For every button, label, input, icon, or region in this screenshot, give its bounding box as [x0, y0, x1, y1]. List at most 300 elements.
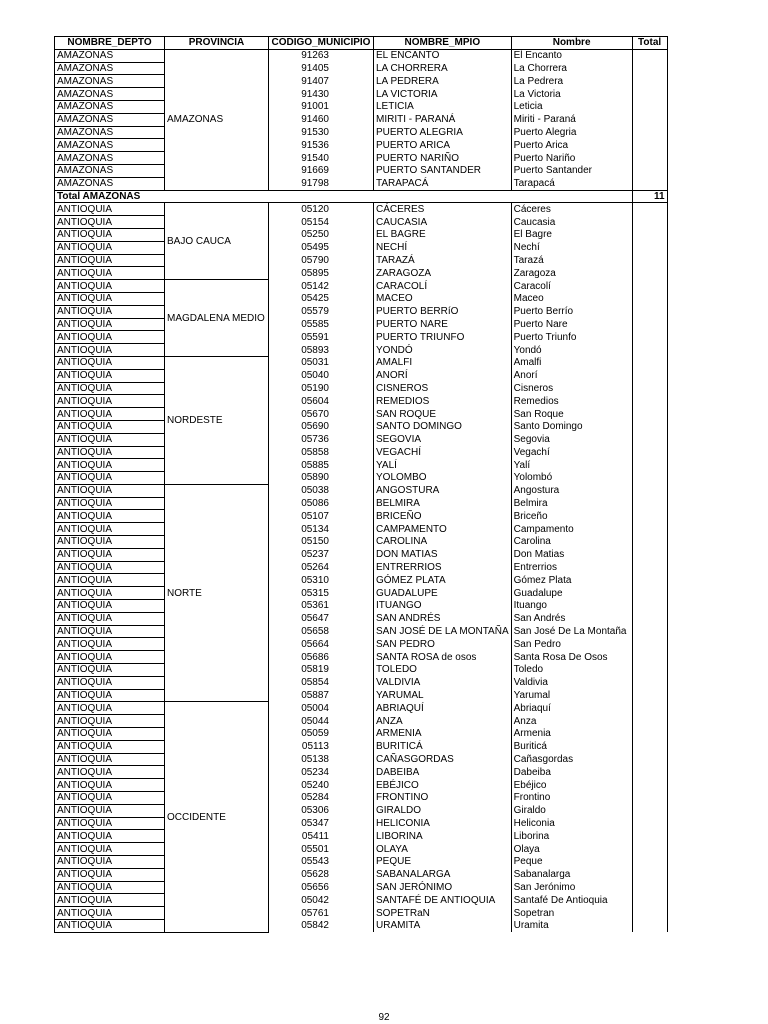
table-row	[55, 907, 668, 920]
cell-nombre: San José De La Montaña	[511, 625, 632, 638]
cell-total	[632, 49, 667, 62]
cell-codigo: 05501	[269, 843, 374, 856]
cell-codigo: 05264	[269, 561, 374, 574]
cell-nombre-mpio: SANTAFÉ DE ANTIOQUIA	[374, 894, 512, 907]
cell-nombre-mpio: BRICEÑO	[374, 510, 512, 523]
table-row	[55, 292, 668, 305]
cell-nombre-mpio: VEGACHÍ	[374, 446, 512, 459]
cell-nombre-mpio: SAN ROQUE	[374, 408, 512, 421]
cell-depto: ANTIOQUIA	[55, 728, 165, 741]
cell-nombre: Armenia	[511, 728, 632, 741]
cell-nombre-mpio: SAN JOSÉ DE LA MONTAÑA	[374, 625, 512, 638]
cell-codigo: 05059	[269, 728, 374, 741]
cell-codigo: 05134	[269, 523, 374, 536]
table-row	[55, 881, 668, 894]
cell-depto: ANTIOQUIA	[55, 331, 165, 344]
cell-codigo: 05315	[269, 587, 374, 600]
cell-depto: ANTIOQUIA	[55, 344, 165, 357]
cell-codigo: 05579	[269, 305, 374, 318]
cell-nombre: Miriti - Paraná	[511, 113, 632, 126]
cell-nombre-mpio: SAN ANDRÉS	[374, 612, 512, 625]
cell-nombre-mpio: ITUANGO	[374, 600, 512, 613]
table-row	[55, 433, 668, 446]
table-row	[55, 779, 668, 792]
cell-codigo: 91540	[269, 152, 374, 165]
table-row	[55, 728, 668, 741]
cell-nombre: San Jerónimo	[511, 881, 632, 894]
cell-total	[632, 113, 667, 126]
cell-total	[632, 907, 667, 920]
cell-codigo: 91405	[269, 62, 374, 75]
cell-codigo: 05250	[269, 228, 374, 241]
cell-nombre-mpio: LETICIA	[374, 100, 512, 113]
cell-total	[632, 497, 667, 510]
table-row	[55, 753, 668, 766]
cell-total	[632, 587, 667, 600]
cell-nombre: Yalí	[511, 459, 632, 472]
cell-codigo: 05361	[269, 600, 374, 613]
cell-depto: ANTIOQUIA	[55, 702, 165, 715]
table-row	[55, 318, 668, 331]
header-nombre-mpio: NOMBRE_MPIO	[374, 37, 512, 50]
cell-depto: ANTIOQUIA	[55, 664, 165, 677]
cell-nombre: Puerto Santander	[511, 164, 632, 177]
cell-codigo: 05154	[269, 216, 374, 229]
cell-nombre: Heliconia	[511, 817, 632, 830]
table-row	[55, 625, 668, 638]
cell-nombre: Yarumal	[511, 689, 632, 702]
cell-nombre: Nechí	[511, 241, 632, 254]
cell-total	[632, 203, 667, 216]
total-label: Total AMAZONAS	[55, 190, 633, 203]
cell-total	[632, 446, 667, 459]
cell-nombre-mpio: SAN PEDRO	[374, 638, 512, 651]
cell-depto: ANTIOQUIA	[55, 792, 165, 805]
cell-provincia: NORDESTE	[165, 356, 269, 484]
cell-total	[632, 881, 667, 894]
cell-nombre: Abriaquí	[511, 702, 632, 715]
cell-nombre-mpio: CAUCASIA	[374, 216, 512, 229]
cell-codigo: 05411	[269, 830, 374, 843]
cell-total	[632, 344, 667, 357]
cell-total	[632, 484, 667, 497]
cell-total	[632, 561, 667, 574]
table-row	[55, 715, 668, 728]
cell-depto: AMAZONAS	[55, 62, 165, 75]
cell-nombre: Toledo	[511, 664, 632, 677]
cell-depto: ANTIOQUIA	[55, 753, 165, 766]
cell-nombre-mpio: ABRIAQUÍ	[374, 702, 512, 715]
cell-nombre-mpio: ARMENIA	[374, 728, 512, 741]
cell-codigo: 05887	[269, 689, 374, 702]
cell-nombre-mpio: CISNEROS	[374, 382, 512, 395]
cell-total	[632, 241, 667, 254]
cell-codigo: 05670	[269, 408, 374, 421]
table-row	[55, 420, 668, 433]
cell-depto: AMAZONAS	[55, 75, 165, 88]
cell-nombre: Anorí	[511, 369, 632, 382]
cell-total	[632, 689, 667, 702]
table-row	[55, 305, 668, 318]
header-nombre: Nombre	[511, 37, 632, 50]
cell-depto: ANTIOQUIA	[55, 715, 165, 728]
cell-depto: ANTIOQUIA	[55, 856, 165, 869]
cell-nombre: Vegachí	[511, 446, 632, 459]
table-row	[55, 676, 668, 689]
cell-nombre: Uramita	[511, 919, 632, 932]
cell-nombre: Caracolí	[511, 280, 632, 293]
cell-nombre-mpio: ENTRERRIOS	[374, 561, 512, 574]
table-row	[55, 766, 668, 779]
cell-nombre: Belmira	[511, 497, 632, 510]
cell-nombre-mpio: YARUMAL	[374, 689, 512, 702]
cell-total	[632, 664, 667, 677]
cell-codigo: 05858	[269, 446, 374, 459]
cell-total	[632, 779, 667, 792]
cell-total	[632, 369, 667, 382]
cell-codigo: 05690	[269, 420, 374, 433]
cell-total	[632, 62, 667, 75]
cell-nombre-mpio: CARACOLÍ	[374, 280, 512, 293]
table-body	[55, 49, 668, 932]
cell-codigo: 91430	[269, 88, 374, 101]
table-row	[55, 792, 668, 805]
cell-nombre: Maceo	[511, 292, 632, 305]
cell-total	[632, 331, 667, 344]
cell-depto: ANTIOQUIA	[55, 382, 165, 395]
cell-codigo: 05854	[269, 676, 374, 689]
table-row	[55, 216, 668, 229]
cell-depto: ANTIOQUIA	[55, 395, 165, 408]
table-row	[55, 280, 668, 293]
cell-total	[632, 856, 667, 869]
cell-provincia: BAJO CAUCA	[165, 203, 269, 280]
cell-nombre: Gómez Plata	[511, 574, 632, 587]
cell-total	[632, 254, 667, 267]
cell-nombre: Cáceres	[511, 203, 632, 216]
cell-total	[632, 164, 667, 177]
cell-depto: ANTIOQUIA	[55, 676, 165, 689]
cell-codigo: 91669	[269, 164, 374, 177]
cell-codigo: 05591	[269, 331, 374, 344]
cell-nombre-mpio: ZARAGOZA	[374, 267, 512, 280]
header-row	[55, 37, 668, 50]
table-row	[55, 382, 668, 395]
cell-codigo: 05190	[269, 382, 374, 395]
cell-total	[632, 830, 667, 843]
cell-total	[632, 638, 667, 651]
cell-nombre-mpio: PUERTO TRIUNFO	[374, 331, 512, 344]
cell-codigo: 05664	[269, 638, 374, 651]
cell-nombre: Dabeiba	[511, 766, 632, 779]
cell-depto: ANTIOQUIA	[55, 433, 165, 446]
table-row	[55, 446, 668, 459]
cell-depto: ANTIOQUIA	[55, 305, 165, 318]
table-row	[55, 459, 668, 472]
cell-provincia: AMAZONAS	[165, 49, 269, 190]
cell-nombre-mpio: PUERTO NARE	[374, 318, 512, 331]
cell-codigo: 05495	[269, 241, 374, 254]
table-row	[55, 88, 668, 101]
cell-depto: ANTIOQUIA	[55, 356, 165, 369]
cell-depto: ANTIOQUIA	[55, 216, 165, 229]
cell-nombre: El Bagre	[511, 228, 632, 241]
cell-depto: ANTIOQUIA	[55, 561, 165, 574]
cell-nombre: La Chorrera	[511, 62, 632, 75]
cell-nombre-mpio: YOLOMBÓ	[374, 472, 512, 485]
cell-nombre-mpio: SEGOVIA	[374, 433, 512, 446]
cell-total	[632, 395, 667, 408]
cell-nombre: Cisneros	[511, 382, 632, 395]
cell-nombre: San Roque	[511, 408, 632, 421]
cell-nombre: Santafé De Antioquia	[511, 894, 632, 907]
table-row	[55, 536, 668, 549]
cell-codigo: 05761	[269, 907, 374, 920]
cell-depto: ANTIOQUIA	[55, 446, 165, 459]
cell-codigo: 05040	[269, 369, 374, 382]
cell-codigo: 05658	[269, 625, 374, 638]
cell-total	[632, 817, 667, 830]
table-row	[55, 484, 668, 497]
cell-depto: ANTIOQUIA	[55, 612, 165, 625]
table-row	[55, 49, 668, 62]
cell-codigo: 05042	[269, 894, 374, 907]
cell-total	[632, 574, 667, 587]
cell-nombre-mpio: PUERTO ARICA	[374, 139, 512, 152]
table-row	[55, 702, 668, 715]
cell-nombre: Ebéjico	[511, 779, 632, 792]
table-row	[55, 254, 668, 267]
cell-codigo: 05234	[269, 766, 374, 779]
cell-provincia: NORTE	[165, 484, 269, 702]
table-row	[55, 817, 668, 830]
table-row	[55, 894, 668, 907]
cell-depto: AMAZONAS	[55, 113, 165, 126]
cell-nombre: Entrerrios	[511, 561, 632, 574]
table-row	[55, 843, 668, 856]
cell-depto: ANTIOQUIA	[55, 817, 165, 830]
cell-total	[632, 651, 667, 664]
cell-codigo: 05628	[269, 868, 374, 881]
cell-codigo: 05347	[269, 817, 374, 830]
cell-nombre: Santa Rosa De Osos	[511, 651, 632, 664]
cell-codigo: 91798	[269, 177, 374, 190]
cell-nombre: La Victoria	[511, 88, 632, 101]
cell-nombre-mpio: YALÍ	[374, 459, 512, 472]
cell-total	[632, 676, 667, 689]
cell-nombre-mpio: BURITICÁ	[374, 740, 512, 753]
cell-codigo: 05237	[269, 548, 374, 561]
cell-total	[632, 459, 667, 472]
cell-total	[632, 600, 667, 613]
cell-total	[632, 100, 667, 113]
cell-nombre: Puerto Nariño	[511, 152, 632, 165]
cell-total	[632, 420, 667, 433]
cell-nombre: Giraldo	[511, 804, 632, 817]
cell-nombre-mpio: TARAZÁ	[374, 254, 512, 267]
cell-codigo: 05647	[269, 612, 374, 625]
cell-depto: ANTIOQUIA	[55, 420, 165, 433]
cell-nombre-mpio: SANTA ROSA de osos	[374, 651, 512, 664]
cell-depto: ANTIOQUIA	[55, 689, 165, 702]
cell-depto: ANTIOQUIA	[55, 574, 165, 587]
table-row	[55, 561, 668, 574]
cell-nombre-mpio: YONDÓ	[374, 344, 512, 357]
cell-codigo: 05284	[269, 792, 374, 805]
cell-depto: ANTIOQUIA	[55, 536, 165, 549]
cell-nombre-mpio: EL BAGRE	[374, 228, 512, 241]
cell-nombre-mpio: EBÉJICO	[374, 779, 512, 792]
cell-depto: ANTIOQUIA	[55, 472, 165, 485]
cell-total	[632, 804, 667, 817]
cell-nombre-mpio: PUERTO BERRíO	[374, 305, 512, 318]
header-codigo-municipio: CODIGO_MUNICIPIO	[269, 37, 374, 50]
cell-nombre: Remedios	[511, 395, 632, 408]
cell-nombre-mpio: PUERTO SANTANDER	[374, 164, 512, 177]
cell-total	[632, 139, 667, 152]
cell-depto: ANTIOQUIA	[55, 254, 165, 267]
cell-nombre-mpio: SOPETRaN	[374, 907, 512, 920]
cell-codigo: 05240	[269, 779, 374, 792]
table-row	[55, 164, 668, 177]
cell-nombre: Cañasgordas	[511, 753, 632, 766]
cell-nombre: Ituango	[511, 600, 632, 613]
table-row	[55, 241, 668, 254]
cell-nombre: Angostura	[511, 484, 632, 497]
cell-total	[632, 356, 667, 369]
cell-nombre: San Andrés	[511, 612, 632, 625]
cell-nombre-mpio: SANTO DOMINGO	[374, 420, 512, 433]
cell-nombre-mpio: CAÑASGORDAS	[374, 753, 512, 766]
cell-depto: ANTIOQUIA	[55, 203, 165, 216]
header-total: Total	[632, 37, 667, 50]
table-row	[55, 113, 668, 126]
cell-depto: ANTIOQUIA	[55, 510, 165, 523]
cell-nombre: Olaya	[511, 843, 632, 856]
cell-nombre: Yolombó	[511, 472, 632, 485]
cell-nombre-mpio: DON MATIAS	[374, 548, 512, 561]
cell-total	[632, 919, 667, 932]
cell-nombre-mpio: GUADALUPE	[374, 587, 512, 600]
cell-codigo: 91460	[269, 113, 374, 126]
cell-depto: ANTIOQUIA	[55, 868, 165, 881]
cell-nombre-mpio: ANZA	[374, 715, 512, 728]
cell-nombre-mpio: EL ENCANTO	[374, 49, 512, 62]
cell-nombre: Tarapacá	[511, 177, 632, 190]
header-nombre-depto: NOMBRE_DEPTO	[55, 37, 165, 50]
cell-total	[632, 216, 667, 229]
cell-depto: AMAZONAS	[55, 100, 165, 113]
cell-depto: AMAZONAS	[55, 126, 165, 139]
table-row	[55, 472, 668, 485]
table-row	[55, 75, 668, 88]
cell-nombre-mpio: REMEDIOS	[374, 395, 512, 408]
cell-nombre-mpio: TARAPACÁ	[374, 177, 512, 190]
cell-depto: ANTIOQUIA	[55, 292, 165, 305]
table-row	[55, 100, 668, 113]
table-row	[55, 203, 668, 216]
cell-depto: ANTIOQUIA	[55, 651, 165, 664]
table-row	[55, 395, 668, 408]
cell-depto: ANTIOQUIA	[55, 881, 165, 894]
table-row	[55, 612, 668, 625]
cell-depto: ANTIOQUIA	[55, 548, 165, 561]
cell-nombre: Guadalupe	[511, 587, 632, 600]
cell-total	[632, 728, 667, 741]
cell-codigo: 05138	[269, 753, 374, 766]
cell-nombre: Don Matias	[511, 548, 632, 561]
table-row	[55, 919, 668, 932]
cell-nombre-mpio: MACEO	[374, 292, 512, 305]
cell-depto: ANTIOQUIA	[55, 740, 165, 753]
cell-codigo: 91263	[269, 49, 374, 62]
cell-total	[632, 88, 667, 101]
cell-nombre-mpio: AMALFI	[374, 356, 512, 369]
cell-depto: ANTIOQUIA	[55, 408, 165, 421]
header-provincia: PROVINCIA	[165, 37, 269, 50]
cell-depto: ANTIOQUIA	[55, 459, 165, 472]
cell-nombre: Valdivia	[511, 676, 632, 689]
cell-nombre: Amalfi	[511, 356, 632, 369]
cell-total	[632, 625, 667, 638]
cell-codigo: 05086	[269, 497, 374, 510]
cell-codigo: 05893	[269, 344, 374, 357]
cell-nombre-mpio: HELICONIA	[374, 817, 512, 830]
cell-codigo: 05736	[269, 433, 374, 446]
cell-nombre-mpio: VALDIVIA	[374, 676, 512, 689]
cell-codigo: 05425	[269, 292, 374, 305]
cell-codigo: 05543	[269, 856, 374, 869]
cell-nombre-mpio: PEQUE	[374, 856, 512, 869]
cell-provincia: OCCIDENTE	[165, 702, 269, 932]
cell-nombre: Puerto Alegria	[511, 126, 632, 139]
cell-depto: ANTIOQUIA	[55, 907, 165, 920]
table-row	[55, 369, 668, 382]
cell-total	[632, 177, 667, 190]
cell-nombre: San Pedro	[511, 638, 632, 651]
cell-nombre: Puerto Berrío	[511, 305, 632, 318]
total-row	[55, 190, 668, 203]
table-row	[55, 344, 668, 357]
cell-nombre: La Pedrera	[511, 75, 632, 88]
cell-depto: ANTIOQUIA	[55, 779, 165, 792]
cell-nombre-mpio: LIBORINA	[374, 830, 512, 843]
cell-nombre: Sopetran	[511, 907, 632, 920]
cell-codigo: 05142	[269, 280, 374, 293]
cell-nombre-mpio: ANGOSTURA	[374, 484, 512, 497]
cell-nombre-mpio: MIRITI - PARANÁ	[374, 113, 512, 126]
table-row	[55, 331, 668, 344]
table-row	[55, 152, 668, 165]
cell-nombre: Tarazá	[511, 254, 632, 267]
table-row	[55, 62, 668, 75]
cell-nombre: Puerto Triunfo	[511, 331, 632, 344]
cell-depto: ANTIOQUIA	[55, 804, 165, 817]
cell-codigo: 91407	[269, 75, 374, 88]
table-row	[55, 408, 668, 421]
cell-nombre: Anza	[511, 715, 632, 728]
table-row	[55, 830, 668, 843]
cell-nombre: Carolina	[511, 536, 632, 549]
cell-total	[632, 280, 667, 293]
cell-codigo: 05004	[269, 702, 374, 715]
cell-codigo: 05113	[269, 740, 374, 753]
cell-total	[632, 510, 667, 523]
table-row	[55, 267, 668, 280]
cell-nombre: Santo Domingo	[511, 420, 632, 433]
cell-total	[632, 472, 667, 485]
cell-depto: ANTIOQUIA	[55, 241, 165, 254]
